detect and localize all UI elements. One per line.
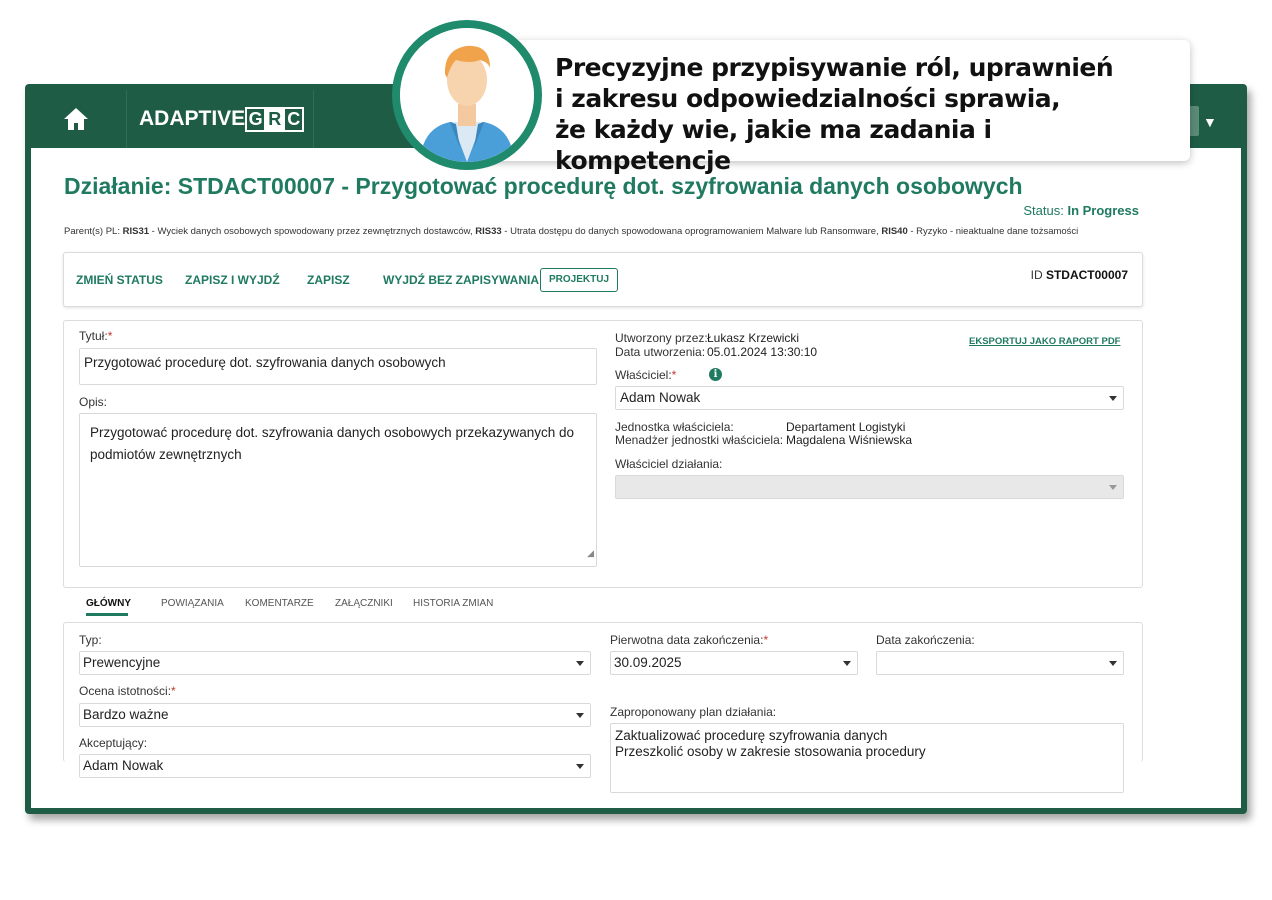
home-button[interactable] [25, 90, 127, 148]
required-marker: * [107, 329, 113, 343]
tab-main[interactable]: GŁÓWNY [86, 598, 131, 609]
save-button[interactable]: ZAPISZ [307, 273, 350, 287]
parent-risk-text: - Ryzyko - nieaktualne dane tożsamości [907, 226, 1079, 237]
logo-letter-c: C [283, 107, 304, 132]
chevron-down-icon [1109, 396, 1117, 401]
callout-line: że każdy wie, jakie ma zadania i kompetencje [555, 115, 992, 175]
action-plan-line: Przeszkolić osoby w zakresie stosowania procedury [615, 744, 926, 759]
tab-comments[interactable]: KOMENTARZE [245, 598, 314, 609]
required-marker: * [171, 684, 176, 698]
parent-risk-code[interactable]: RIS40 [881, 226, 908, 237]
status-label: Status: [1023, 203, 1064, 218]
id-value: STDACT00007 [1045, 268, 1128, 282]
original-end-date-label [610, 633, 768, 647]
description-text: Przygotować procedurę dot. szyfrowania danych osobowych przekazywanych do podmiotów zewnętrznych [90, 425, 575, 462]
end-date-label: Data zakończenia: [876, 633, 975, 647]
title-label-text: Tytuł: [79, 329, 108, 343]
action-plan-label: Zaproponowany plan działania: [610, 705, 777, 719]
created-by-value: Łukasz Krzewicki [707, 331, 800, 345]
id-label: ID [1030, 268, 1046, 282]
callout-line: Precyzyjne przypisywanie ról, uprawnień [555, 53, 1114, 82]
created-date-value: 05.01.2024 13:30:10 [707, 345, 818, 359]
type-label: Typ: [79, 633, 102, 647]
owner-unit-label: Jednostka właściciela: [615, 420, 734, 434]
callout-banner [455, 40, 1190, 175]
chevron-down-icon [843, 661, 851, 666]
acceptor-value: Adam Nowak [83, 758, 164, 773]
chevron-down-icon [1109, 661, 1117, 666]
importance-value: Bardzo ważne [83, 707, 169, 722]
change-status-button[interactable]: ZMIEŃ STATUS [76, 273, 163, 287]
acceptor-label: Akceptujący: [79, 736, 148, 750]
importance-label-text: Ocena istotności: [79, 684, 172, 698]
home-icon [62, 106, 90, 132]
action-toolbar [63, 252, 1143, 307]
info-icon[interactable]: i [709, 368, 722, 381]
action-plan-textarea[interactable] [610, 723, 1124, 793]
required-marker: * [671, 368, 677, 382]
logo-letter-r: R [264, 107, 285, 132]
tab-history[interactable]: HISTORIA ZMIAN [413, 598, 494, 609]
acceptor-select[interactable] [79, 754, 591, 778]
end-date-select[interactable] [876, 651, 1124, 675]
description-textarea[interactable] [79, 413, 597, 567]
export-pdf-link[interactable]: EKSPORTUJ JAKO RAPORT PDF [969, 336, 1121, 347]
adaptive-grc-logo[interactable] [129, 90, 314, 148]
parents-prefix: Parent(s) PL: [64, 226, 123, 237]
created-by-label: Utworzony przez: [615, 331, 708, 345]
logo-letter-g: G [245, 107, 266, 132]
original-end-date-value: 30.09.2025 [614, 655, 682, 670]
callout-line: i zakresu odpowiedzialności sprawia, [555, 84, 1061, 113]
logo-grc-mark [247, 107, 304, 132]
action-plan-line: Zaktualizować procedurę szyfrowania danych [615, 728, 888, 743]
action-owner-label: Właściciel działania: [615, 457, 723, 471]
resize-handle-icon[interactable]: ◢ [587, 548, 594, 558]
active-tab-indicator [86, 613, 128, 616]
chevron-down-icon [576, 764, 584, 769]
original-end-date-select[interactable] [610, 651, 858, 675]
importance-label [79, 684, 176, 698]
save-exit-button[interactable]: ZAPISZ I WYJDŹ [185, 273, 280, 287]
action-owner-select[interactable] [615, 475, 1124, 499]
details-card [63, 320, 1143, 588]
importance-select[interactable] [79, 703, 591, 727]
app-window [25, 84, 1247, 814]
owner-label [615, 368, 676, 382]
original-end-date-label-text: Pierwotna data zakończenia: [610, 633, 764, 647]
chevron-down-icon [576, 713, 584, 718]
status-indicator [1023, 203, 1139, 218]
caret-down-icon[interactable]: ▼ [1203, 114, 1217, 130]
type-select[interactable] [79, 651, 591, 675]
avatar [392, 20, 542, 170]
tab-attachments[interactable]: ZAŁĄCZNIKI [335, 598, 393, 609]
tab-relations[interactable]: POWIĄZANIA [161, 598, 224, 609]
parent-risk-code[interactable]: RIS31 [122, 226, 150, 237]
owner-label-text: Właściciel: [615, 368, 672, 382]
title-input[interactable]: Przygotować procedurę dot. szyfrowania danych osobowych [79, 348, 597, 385]
page-content [31, 148, 1241, 808]
parent-risk-text: - Utrata dostępu do danych spowodowana oprogramowaniem Malware lub Ransomware, [501, 226, 882, 237]
parent-risks [64, 226, 1078, 237]
project-button[interactable]: PROJEKTUJ [540, 268, 618, 292]
owner-select[interactable] [615, 386, 1124, 410]
record-id [1031, 268, 1128, 282]
required-marker: * [763, 633, 769, 647]
unit-manager-value: Magdalena Wiśniewska [786, 433, 913, 447]
page-title: Działanie: STDACT00007 - Przygotować procedurę dot. szyfrowania danych osobowych [64, 173, 1023, 199]
title-label [79, 329, 112, 343]
logo-text: ADAPTIVE [139, 107, 246, 130]
chevron-down-icon [1109, 485, 1117, 490]
parent-risk-text: - Wyciek danych osobowych spowodowany przez zewnętrznych dostawców, [149, 226, 476, 237]
description-label: Opis: [79, 395, 108, 409]
exit-without-saving-button[interactable]: WYJDŹ BEZ ZAPISYWANIA [383, 273, 540, 287]
owner-unit-value: Departament Logistyki [786, 420, 906, 434]
unit-manager-label: Menadżer jednostki właściciela: [615, 433, 784, 447]
parent-risk-code[interactable]: RIS33 [475, 226, 502, 237]
person-icon [400, 28, 534, 162]
chevron-down-icon [576, 661, 584, 666]
created-date-label: Data utworzenia: [615, 345, 706, 359]
main-tab-card [63, 622, 1143, 773]
owner-value: Adam Nowak [620, 390, 701, 405]
status-value: In Progress [1067, 203, 1139, 218]
type-value: Prewencyjne [83, 655, 161, 670]
